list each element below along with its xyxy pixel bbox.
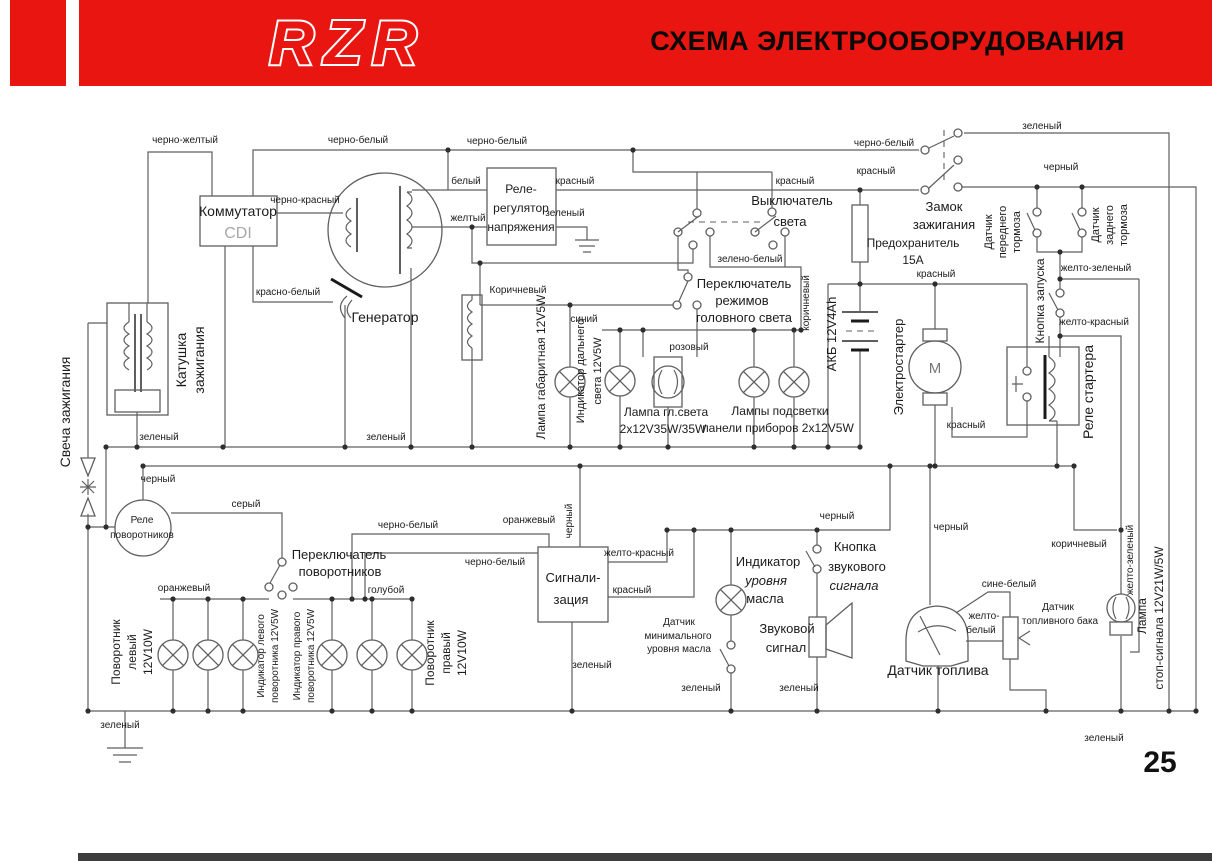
wire-color-label: желтый [450, 213, 486, 224]
switch-contact-icon [278, 558, 286, 566]
junction-dot [665, 444, 670, 449]
wire-color-label: зеленый [779, 683, 819, 694]
junction-dot [630, 147, 635, 152]
front-brake-sensor-label: Датчик [983, 214, 995, 250]
fuse-icon [852, 205, 868, 262]
switch-contact-icon [289, 583, 297, 591]
junction-dot [170, 708, 175, 713]
junction-dot [409, 596, 414, 601]
wire-color-label: красный [946, 420, 986, 431]
light-switch-label: света [773, 214, 807, 229]
rear-brake-sensor-label: Датчик [1090, 207, 1102, 243]
turn-relay-icon [115, 500, 171, 556]
wire-color-label: черно-красный [270, 195, 340, 206]
junction-dot [477, 260, 482, 265]
marker-lamp-label: Лампа габаритная 12V5W [534, 294, 548, 440]
page-number: 25 [1143, 746, 1177, 779]
fuel-tank-sensor-label: Датчик [1042, 602, 1074, 613]
wire-color-label: черно-желтый [152, 135, 218, 146]
wire-color-label: зеленый [1022, 121, 1062, 132]
voltage-regulator-label: регулятор [493, 201, 549, 215]
ballast-coil-icon [462, 295, 482, 360]
lamp-icon [228, 640, 258, 670]
wire-color-label: красный [856, 166, 896, 177]
junction-dot [140, 463, 145, 468]
turn-relay-label: поворотников [110, 530, 174, 541]
junction-dot [369, 708, 374, 713]
junction-dot [469, 224, 474, 229]
wire-color-label: сине-белый [981, 579, 1037, 590]
right-turn-lamp-label: 12V10W [455, 629, 469, 677]
generator-label: Генератор [351, 309, 419, 325]
light-switch-label: Выключатель [751, 193, 833, 208]
switch-contact-icon [921, 146, 929, 154]
ignition-coil-label: зажигания [191, 326, 207, 394]
wire-color-label: зеленый [572, 660, 612, 671]
ignition-coil-label: Катушка [173, 332, 189, 388]
switch-contact-icon [813, 565, 821, 573]
switch-contact-icon [727, 665, 735, 673]
starter-relay-icon [1007, 336, 1079, 425]
oil-min-sensor-label: Датчик [663, 617, 695, 628]
headlight-mode-switch-label: головного света [695, 310, 793, 325]
headlamp-label: 2x12V35W/35W [619, 422, 707, 436]
voltage-regulator-label: напряжения [487, 220, 555, 234]
junction-dot [577, 463, 582, 468]
switch-contact-icon [673, 301, 681, 309]
fuel-gauge-icon [906, 606, 968, 666]
high-beam-indicator-label: Индикатор дальнего [575, 318, 587, 424]
stop-lamp-label: стоп-сигнала 12V21W/5W [1152, 546, 1166, 690]
horn-button-label: звукового [828, 559, 886, 574]
wire-color-label: желто-зеленый [1060, 263, 1132, 274]
alarm-unit-label: Сигнали- [545, 570, 601, 585]
ignition-lock-label: Замок [925, 199, 963, 214]
switch-contact-icon [1033, 208, 1041, 216]
junction-dot [751, 327, 756, 332]
junction-dot [362, 596, 367, 601]
stop-lamp-icon [1107, 594, 1135, 635]
right-turn-indicator-label: Индикатор правого [292, 611, 303, 701]
switch-contact-icon [265, 583, 273, 591]
oil-min-sensor-label: минимального [644, 631, 712, 642]
wire-color-label: красный [612, 585, 652, 596]
junction-dot [791, 444, 796, 449]
wire-color-label: синий [570, 314, 598, 325]
junction-dot [932, 281, 937, 286]
wire-color-label: черно-белый [464, 557, 526, 568]
junction-dot [240, 708, 245, 713]
junction-dot [329, 708, 334, 713]
junction-dot [664, 527, 669, 532]
wire-color-label: зеленый [139, 432, 179, 443]
junction-dot [240, 596, 245, 601]
junction-dot [569, 708, 574, 713]
wire-color-label: черно-белый [466, 136, 528, 147]
page-title: СХЕМА ЭЛЕКТРООБОРУДОВАНИЯ [650, 26, 1125, 56]
junction-dot [1054, 463, 1059, 468]
switch-contact-icon [921, 186, 929, 194]
junction-dot [857, 281, 862, 286]
alarm-unit-label: зация [553, 592, 589, 607]
wire-color-label: коричневый [801, 275, 812, 331]
wire-color-label: коричневый [1051, 539, 1107, 550]
junction-dot [134, 444, 139, 449]
wire-color-label: зеленый [1084, 733, 1124, 744]
junction-dot [728, 708, 733, 713]
junction-dot [1118, 708, 1123, 713]
wire-color-label: серый [231, 499, 261, 510]
switch-contact-icon [813, 545, 821, 553]
junction-dot [932, 463, 937, 468]
switch-contact-icon [769, 241, 777, 249]
headlamp-icon [652, 357, 684, 407]
junction-dot [205, 708, 210, 713]
turn-switch-label: поворотников [298, 564, 382, 579]
junction-dot [469, 444, 474, 449]
wire-color-label: черный [819, 511, 855, 522]
left-turn-lamp-label: Поворотник [109, 619, 123, 685]
junction-dot [342, 444, 347, 449]
switch-contact-icon [1078, 208, 1086, 216]
wire-color-label: желто-зеленый [1125, 524, 1136, 596]
fuel-tank-sensor-label: топливного бака [1021, 616, 1099, 627]
generator-icon [328, 173, 442, 318]
high-beam-indicator-label: света 12V5W [592, 337, 604, 405]
switch-contact-icon [727, 641, 735, 649]
switch-contact-icon [689, 241, 697, 249]
oil-level-indicator-label: масла [746, 591, 784, 606]
junction-dot [567, 444, 572, 449]
horn-icon [809, 603, 852, 658]
wire-color-label: оранжевый [502, 515, 556, 526]
spark-plug-label: Свеча зажигания [57, 356, 73, 468]
wire-color-label: черно-белый [327, 135, 389, 146]
wire-color-label: зелено-белый [717, 254, 783, 265]
switch-contact-icon [278, 591, 286, 599]
junction-dot [567, 302, 572, 307]
wire-color-label: черный [140, 474, 176, 485]
junction-dot [170, 596, 175, 601]
junction-dot [329, 596, 334, 601]
left-turn-lamp-label: 12V10W [141, 628, 155, 676]
wire-color-label: белый [966, 625, 996, 636]
lamp-icon [739, 367, 769, 397]
junction-dot [857, 187, 862, 192]
cdi-label: CDI [224, 225, 252, 242]
horn-button-label: сигнала [829, 578, 879, 593]
wire-color-label: белый [451, 176, 481, 187]
battery-label: АКБ 12V4Ah [824, 296, 839, 372]
wire-color-label: Коричневый [489, 285, 547, 296]
wire-color-label: желто- [968, 611, 1000, 622]
junction-dot [85, 708, 90, 713]
right-turn-lamp-label: Поворотник [423, 620, 437, 686]
switch-contact-icon [1033, 229, 1041, 237]
stop-lamp-label: Лампа [1135, 598, 1149, 634]
wire-color-label: голубой [367, 585, 405, 596]
horn-label: сигнал [765, 640, 807, 655]
switch-contact-icon [1078, 229, 1086, 237]
headlamp-label: Лампа гл.света [623, 405, 709, 419]
junction-dot [728, 527, 733, 532]
battery-icon [842, 312, 878, 350]
switch-contact-icon [954, 156, 962, 164]
starter-relay-label: Реле стартера [1080, 344, 1096, 440]
horn-label: Звуковой [759, 621, 815, 636]
junction-dot [814, 708, 819, 713]
switch-contact-icon [1056, 289, 1064, 297]
diagram-labels [57, 121, 1166, 744]
left-turn-indicator-label: поворотника 12V5W [270, 608, 281, 704]
switch-contact-icon [781, 228, 789, 236]
wire-color-label: зеленый [366, 432, 406, 443]
wire-color-label: красный [916, 269, 956, 280]
lamp-icon [779, 367, 809, 397]
junction-dot [691, 527, 696, 532]
oil-level-indicator-label: уровня [745, 573, 787, 588]
junction-dot [408, 444, 413, 449]
wire-color-label: зеленый [681, 683, 721, 694]
lamp-icon [357, 640, 387, 670]
junction-dot [791, 327, 796, 332]
junction-dot [751, 444, 756, 449]
junction-dot [369, 596, 374, 601]
junction-dot [103, 524, 108, 529]
junction-dot [409, 708, 414, 713]
wire-color-label: желто-красный [1059, 317, 1129, 328]
switch-contact-icon [954, 183, 962, 191]
junction-dot [1166, 708, 1171, 713]
junction-dot [927, 463, 932, 468]
right-turn-indicator-label: поворотника 12V5W [306, 608, 317, 704]
wire-color-label: оранжевый [157, 583, 211, 594]
lamp-icon [716, 585, 746, 615]
wire-color-label: желто-красный [604, 548, 674, 559]
junction-dot [640, 327, 645, 332]
junction-dot [103, 444, 108, 449]
wire-color-label: черный [564, 503, 575, 539]
junction-dot [349, 596, 354, 601]
voltage-regulator-label: Реле- [505, 182, 537, 196]
switch-contact-icon [684, 273, 692, 281]
junction-dot [935, 708, 940, 713]
wire-color-label: розовый [669, 342, 709, 353]
fuse-label: Предохранитель [866, 236, 960, 250]
turn-relay-label: Реле [130, 515, 154, 526]
junction-dot [1079, 184, 1084, 189]
switch-contact-icon [693, 209, 701, 217]
right-turn-lamp-label: правый [439, 632, 453, 674]
junction-dot [825, 444, 830, 449]
junction-dot [1071, 463, 1076, 468]
turn-switch-label: Переключатель [291, 547, 387, 562]
rzr-logo-text: RZR [269, 9, 427, 78]
cdi-label: Коммутатор [199, 203, 277, 219]
junction-dot [445, 147, 450, 152]
wire-color-label: черный [933, 522, 969, 533]
junction-dot [1034, 184, 1039, 189]
switch-contact-icon [693, 301, 701, 309]
junction-dot [1193, 708, 1198, 713]
wire-color-label: красно-белый [255, 287, 321, 298]
junction-dot [1057, 276, 1062, 281]
junction-dot [887, 463, 892, 468]
wire-color-label: зеленый [100, 720, 140, 731]
junction-dot [814, 527, 819, 532]
switch-contact-icon [706, 228, 714, 236]
junction-dot [857, 444, 862, 449]
front-brake-sensor-label: тормоза [1011, 211, 1023, 253]
headlight-mode-switch-label: Переключатель [696, 276, 792, 291]
rear-brake-sensor-label: тормоза [1118, 204, 1130, 246]
rear-brake-sensor-label: заднего [1104, 205, 1116, 245]
junction-dot [1118, 527, 1123, 532]
lamp-icon [193, 640, 223, 670]
oil-level-indicator-label: Индикатор [735, 554, 801, 569]
starter-label: Электростартер [891, 318, 906, 416]
junction-dot [617, 327, 622, 332]
lamp-icon [158, 640, 188, 670]
junction-dot [1057, 249, 1062, 254]
lamp-icon [317, 640, 347, 670]
switch-contact-icon [954, 129, 962, 137]
horn-button-label: Кнопка [833, 539, 877, 554]
ignition-lock-label: зажигания [912, 217, 976, 232]
wire-color-label: красный [555, 176, 595, 187]
spark-plug-icon [80, 458, 96, 516]
panel-lamps-label: панели приборов 2x12V5W [702, 421, 854, 435]
fuel-gauge-label: Датчик топлива [887, 662, 989, 678]
wire-color-label: черно-белый [377, 520, 439, 531]
panel-lamps-label: Лампы подсветки [731, 404, 829, 418]
wires [88, 133, 1196, 748]
junction-dot [220, 444, 225, 449]
wire-color-label: красный [775, 176, 815, 187]
junction-dot [85, 524, 90, 529]
motor-m-label: M [928, 360, 942, 377]
start-button-label: Кнопка запуска [1033, 258, 1047, 344]
fuse-label: 15А [902, 253, 924, 267]
footer-bar [78, 853, 1212, 861]
junction-dot [1057, 333, 1062, 338]
junction-dot [1043, 708, 1048, 713]
wire-color-label: черный [1043, 162, 1079, 173]
junction-dot [205, 596, 210, 601]
headlight-mode-switch-label: режимов [715, 293, 769, 308]
ignition-coil-icon [107, 303, 168, 415]
oil-min-sensor-label: уровня масла [647, 644, 711, 655]
junction-dot [617, 444, 622, 449]
left-turn-indicator-label: Индикатор левого [256, 614, 267, 698]
wire-color-label: зеленый [545, 208, 585, 219]
switch-contact-icon [1056, 309, 1064, 317]
wire-color-label: черно-белый [853, 138, 915, 149]
lamp-icon [605, 366, 635, 396]
front-brake-sensor-label: переднего [997, 205, 1009, 259]
left-turn-lamp-label: левый [125, 634, 139, 670]
